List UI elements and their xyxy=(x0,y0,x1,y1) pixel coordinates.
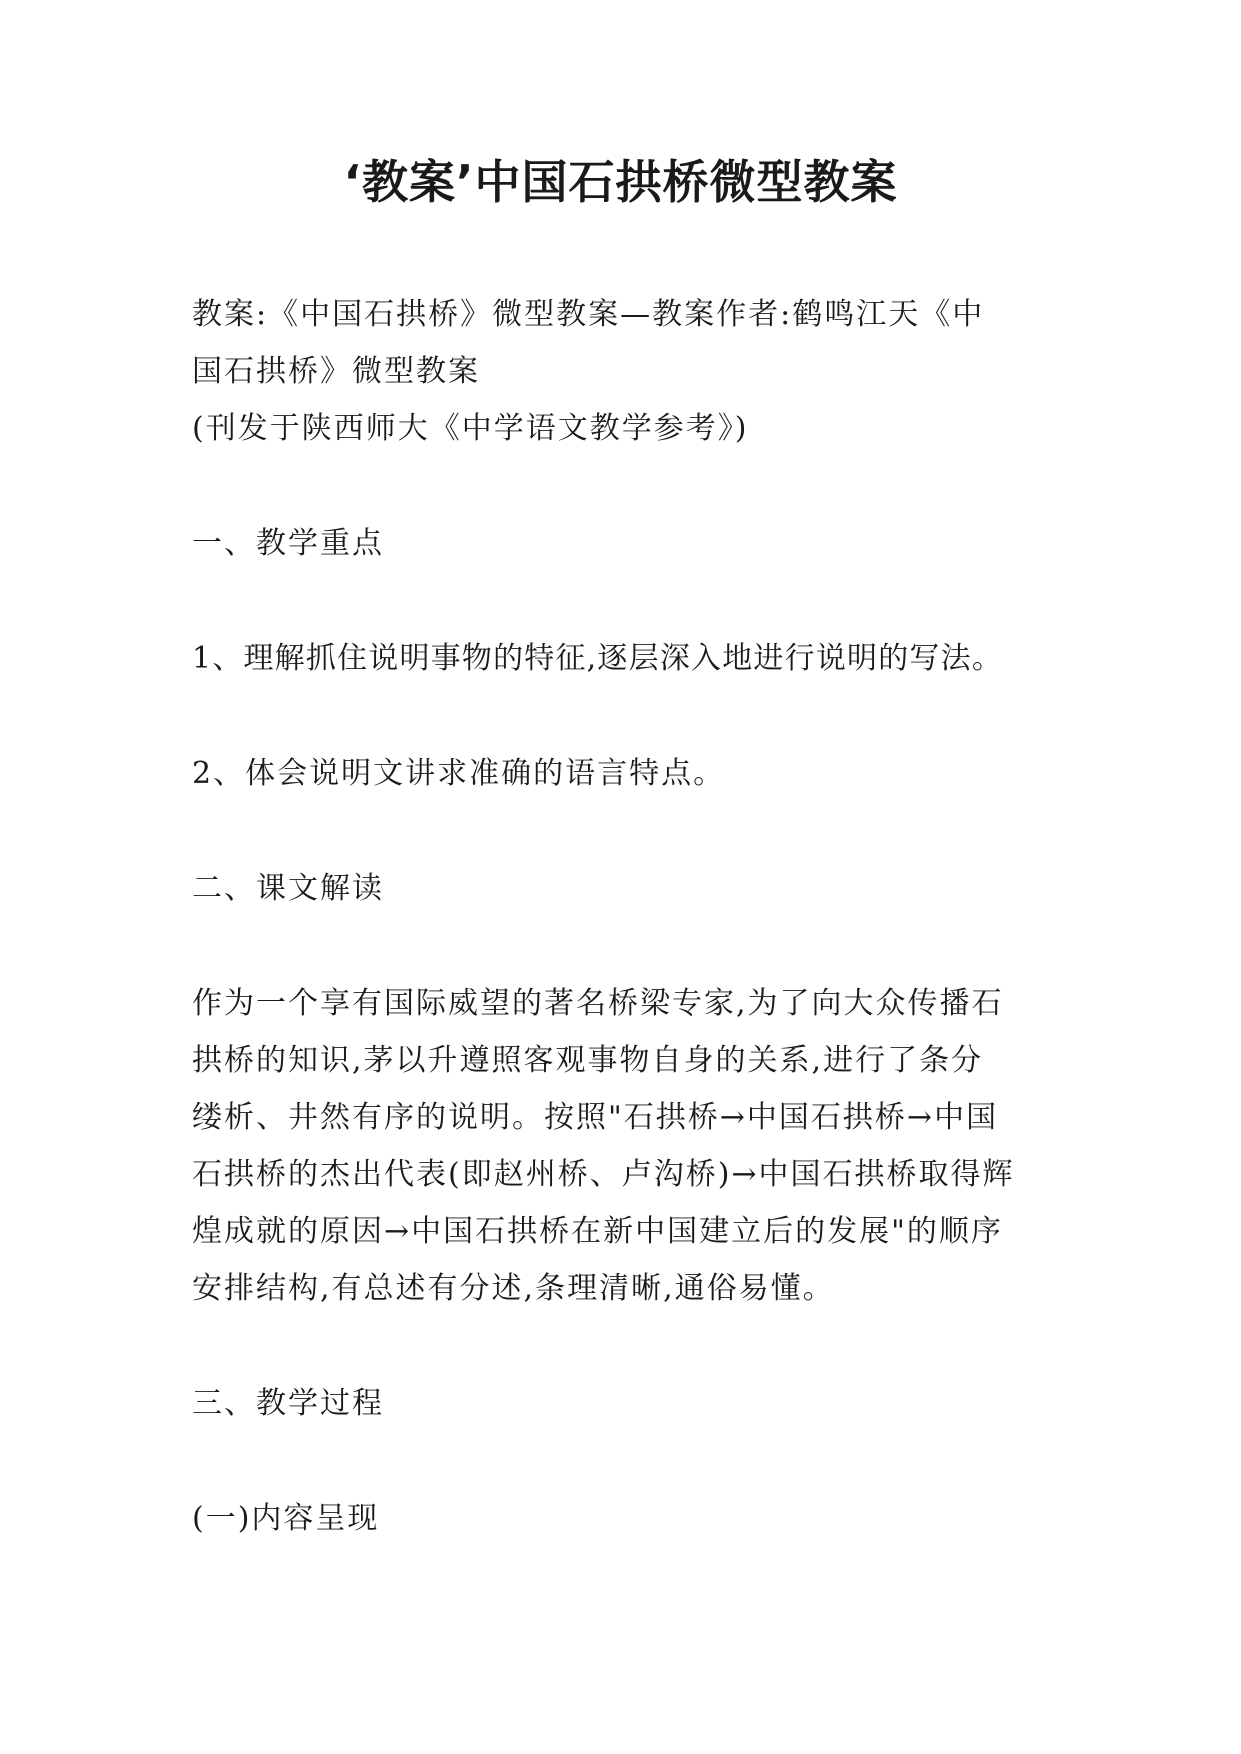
paragraph-line: 作为一个享有国际威望的著名桥梁专家,为了向大众传播石 xyxy=(192,986,1004,1021)
publication-note: (刊发于陕西师大《中学语文教学参考》) xyxy=(192,411,749,446)
section-heading: 三、教学过程 xyxy=(192,1386,384,1421)
paragraph-line: 拱桥的知识,茅以升遵照客观事物自身的关系,进行了条分 xyxy=(192,1043,984,1078)
spacer xyxy=(192,802,1072,860)
teaching-point: 1、理解抓住说明事物的特征,逐层深入地进行说明的写法。 xyxy=(192,641,1004,676)
paragraph-line: 安排结构,有总述有分述,条理清晰,通俗易懂。 xyxy=(192,1271,835,1306)
spacer xyxy=(192,572,1072,630)
spacer xyxy=(192,917,1072,975)
document-body xyxy=(192,286,1072,1547)
paragraph-line: 煌成就的原因→中国石拱桥在新中国建立后的发展"的顺序 xyxy=(192,1214,1003,1249)
section-heading: 二、课文解读 xyxy=(192,871,384,906)
reading-paragraph xyxy=(192,975,1062,1317)
spacer xyxy=(192,457,1072,515)
spacer xyxy=(192,687,1072,745)
document-title: ‘教案’中国石拱桥微型教案 xyxy=(343,155,898,209)
section-heading: 一、教学重点 xyxy=(192,526,384,561)
intro-line: 国石拱桥》微型教案 xyxy=(192,354,480,389)
intro-line: 教案:《中国石拱桥》微型教案—教案作者:鹤鸣江天《中 xyxy=(192,297,985,332)
spacer xyxy=(192,1317,1072,1375)
paragraph-line: 缕析、井然有序的说明。按照"石拱桥→中国石拱桥→中国 xyxy=(192,1100,999,1135)
teaching-point: 2、体会说明文讲求准确的语言特点。 xyxy=(192,756,726,791)
spacer xyxy=(192,1432,1072,1490)
subsection-heading: (一)内容呈现 xyxy=(192,1501,380,1536)
paragraph-line: 石拱桥的杰出代表(即赵州桥、卢沟桥)→中国石拱桥取得辉 xyxy=(192,1157,1015,1192)
